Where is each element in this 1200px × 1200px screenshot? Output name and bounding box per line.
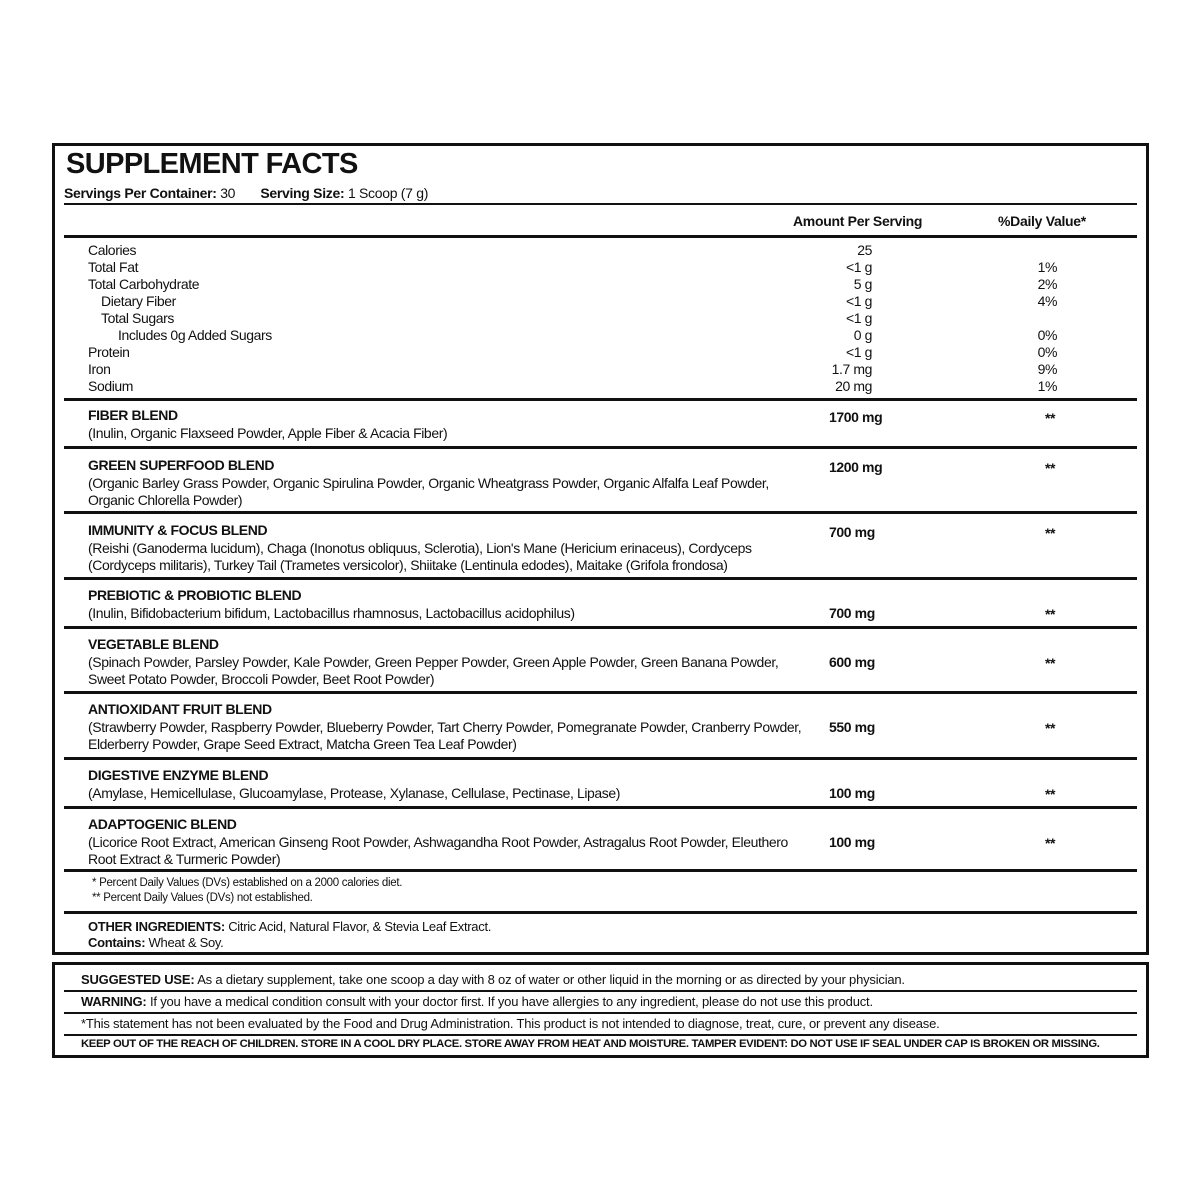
contains-label: Contains: <box>88 935 146 950</box>
divider <box>64 203 1137 205</box>
blend-daily-value: ** <box>1045 410 1056 426</box>
other-ingredients <box>88 919 491 934</box>
blend-ingredients: (Inulin, Bifidobacterium bifidum, Lactobacillus rhamnosus, Lactobacillus acidophilus) <box>88 605 575 621</box>
warning-text: If you have a medical condition consult with your doctor first. If you have allergies to any ingredient, please do not use this product. <box>146 994 873 1009</box>
nutrient-daily-value: 9% <box>1037 361 1057 377</box>
divider <box>64 806 1137 809</box>
contains-text: Wheat & Soy. <box>145 935 224 950</box>
divider <box>64 577 1137 580</box>
nutrient-row <box>55 293 1146 310</box>
warning-label: WARNING: <box>81 994 147 1009</box>
blend-name: PREBIOTIC & PROBIOTIC BLEND <box>88 587 302 603</box>
blend-amount: 1200 mg <box>829 459 883 475</box>
blend-ingredients: (Amylase, Hemicellulase, Glucoamylase, Protease, Xylanase, Cellulase, Pectinase, Lipase) <box>88 785 621 801</box>
suggested-use-text: As a dietary supplement, take one scoop a day with 8 oz of water or other liquid in the morning or as directed by your physician. <box>194 972 905 987</box>
divider <box>64 869 1137 872</box>
nutrient-daily-value: 2% <box>1037 276 1057 292</box>
blend-daily-value: ** <box>1045 525 1056 541</box>
blend-daily-value: ** <box>1045 835 1056 851</box>
nutrient-row <box>55 276 1146 293</box>
nutrient-amount: <1 g <box>845 259 872 275</box>
nutrient-amount: <1 g <box>845 293 872 309</box>
other-ingredients-label: OTHER INGREDIENTS: <box>88 919 225 934</box>
other-ingredients-text: Citric Acid, Natural Flavor, & Stevia Leaf Extract. <box>224 919 492 934</box>
divider <box>64 1012 1137 1014</box>
nutrient-row <box>55 327 1146 344</box>
divider <box>64 990 1137 992</box>
blend-amount: 550 mg <box>829 719 875 735</box>
blend-name: VEGETABLE BLEND <box>88 636 219 652</box>
blend-ingredients: (Licorice Root Extract, American Ginseng Root Powder, Ashwagandha Root Powder, Astragalus Root Powder, Eleuthero Root Extract & Turmeric Powder) <box>88 834 788 867</box>
blend-name: ANTIOXIDANT FRUIT BLEND <box>88 701 272 717</box>
nutrient-label: Total Fat <box>88 259 139 275</box>
blend-daily-value: ** <box>1045 786 1056 802</box>
usage-panel <box>52 962 1149 1058</box>
nutrient-amount: 0 g <box>853 327 872 343</box>
nutrient-amount: <1 g <box>845 344 872 360</box>
blend-amount: 100 mg <box>829 785 875 801</box>
serving-size-label: Serving Size: <box>260 185 345 201</box>
servings-value: 30 <box>220 185 236 201</box>
nutrient-daily-value: 0% <box>1037 327 1057 343</box>
nutrient-row <box>55 361 1146 378</box>
nutrient-daily-value: 4% <box>1037 293 1057 309</box>
divider <box>64 911 1137 914</box>
nutrient-label: Sodium <box>88 378 134 394</box>
panel-title: SUPPLEMENT FACTS <box>66 148 358 180</box>
divider <box>64 626 1137 629</box>
nutrient-label: Includes 0g Added Sugars <box>118 327 272 343</box>
blend-daily-value: ** <box>1045 460 1056 476</box>
nutrient-amount: 5 g <box>853 276 872 292</box>
nutrient-amount: 1.7 mg <box>831 361 872 377</box>
nutrient-label: Iron <box>88 361 111 377</box>
blend-name: DIGESTIVE ENZYME BLEND <box>88 767 269 783</box>
fda-disclaimer-text: *This statement has not been evaluated by the Food and Drug Administration. This product is not intended to diagnose, treat, cure, or prevent any disease. <box>81 1016 940 1031</box>
blend-ingredients: (Spinach Powder, Parsley Powder, Kale Powder, Green Pepper Powder, Green Apple Powder, Green Banana Powder, Sweet Potato Powder, Broccoli Powder, Beet Root Powder) <box>88 654 779 687</box>
divider <box>64 446 1137 449</box>
contains-line <box>88 935 223 950</box>
blend-amount: 1700 mg <box>829 409 883 425</box>
blend-ingredients: (Organic Barley Grass Powder, Organic Spirulina Powder, Organic Wheatgrass Powder, Organic Alfalfa Leaf Powder, Organic Chlorella Powder) <box>88 475 769 508</box>
nutrient-row <box>55 242 1146 259</box>
footnote-dv-not-established: ** Percent Daily Values (DVs) not established. <box>92 892 313 904</box>
nutrient-daily-value: 1% <box>1037 259 1057 275</box>
blend-daily-value: ** <box>1045 720 1056 736</box>
blend-ingredients: (Strawberry Powder, Raspberry Powder, Blueberry Powder, Tart Cherry Powder, Pomegranate Powder, Cranberry Powder, Elderberry Powder, Grape Seed Extract, Matcha Green Tea Leaf Powder) <box>88 719 802 752</box>
nutrient-label: Dietary Fiber <box>101 293 176 309</box>
blend-amount: 700 mg <box>829 605 875 621</box>
nutrient-label: Total Carbohydrate <box>88 276 200 292</box>
servings-label: Servings Per Container: <box>64 185 217 201</box>
servings-line <box>64 185 428 201</box>
blend-name: IMMUNITY & FOCUS BLEND <box>88 522 268 538</box>
nutrient-label: Total Sugars <box>101 310 175 326</box>
divider <box>64 398 1137 401</box>
nutrient-row <box>55 378 1146 395</box>
nutrient-daily-value: 0% <box>1037 344 1057 360</box>
nutrient-daily-value: 1% <box>1037 378 1057 394</box>
blend-name: ADAPTOGENIC BLEND <box>88 816 237 832</box>
footnote-dv-established: * Percent Daily Values (DVs) established on a 2000 calories diet. <box>92 877 403 889</box>
storage-notice-text: KEEP OUT OF THE REACH OF CHILDREN. STORE IN A COOL DRY PLACE. STORE AWAY FROM HEAT AND MOISTURE. TAMPER EVIDENT: DO NOT USE IF SEAL UNDER CAP IS BROKEN OR MISSING. <box>81 1038 1100 1050</box>
amount-column-heading: Amount Per Serving <box>793 213 923 229</box>
divider <box>64 511 1137 514</box>
nutrient-amount: 20 mg <box>835 378 872 394</box>
blend-name: GREEN SUPERFOOD BLEND <box>88 457 275 473</box>
nutrient-row <box>55 259 1146 276</box>
supplement-facts-panel <box>52 143 1149 955</box>
blend-amount: 600 mg <box>829 654 875 670</box>
divider <box>64 691 1137 694</box>
blend-ingredients: (Reishi (Ganoderma lucidum), Chaga (Inonotus obliquus, Sclerotia), Lion's Mane (Hericium erinaceus), Cordyceps (Cordyceps militaris), Turkey Tail (Trametes versicolor), Shiitake (Lentinula edodes), Maitake (Grifola frondosa) <box>88 540 752 573</box>
suggested-use-label: SUGGESTED USE: <box>81 972 195 987</box>
nutrient-amount: <1 g <box>845 310 872 326</box>
blend-amount: 700 mg <box>829 524 875 540</box>
divider <box>64 235 1137 238</box>
nutrient-row <box>55 310 1146 327</box>
nutrient-label: Protein <box>88 344 130 360</box>
divider <box>64 1034 1137 1036</box>
nutrient-amount: 25 <box>857 242 872 258</box>
blend-daily-value: ** <box>1045 655 1056 671</box>
blend-name: FIBER BLEND <box>88 407 178 423</box>
serving-size-value: 1 Scoop (7 g) <box>347 185 429 201</box>
blend-daily-value: ** <box>1045 606 1056 622</box>
dv-column-heading: %Daily Value* <box>998 213 1086 229</box>
nutrient-row <box>55 344 1146 361</box>
blend-ingredients: (Inulin, Organic Flaxseed Powder, Apple Fiber & Acacia Fiber) <box>88 425 448 441</box>
nutrient-label: Calories <box>88 242 137 258</box>
blend-amount: 100 mg <box>829 834 875 850</box>
divider <box>64 757 1137 760</box>
